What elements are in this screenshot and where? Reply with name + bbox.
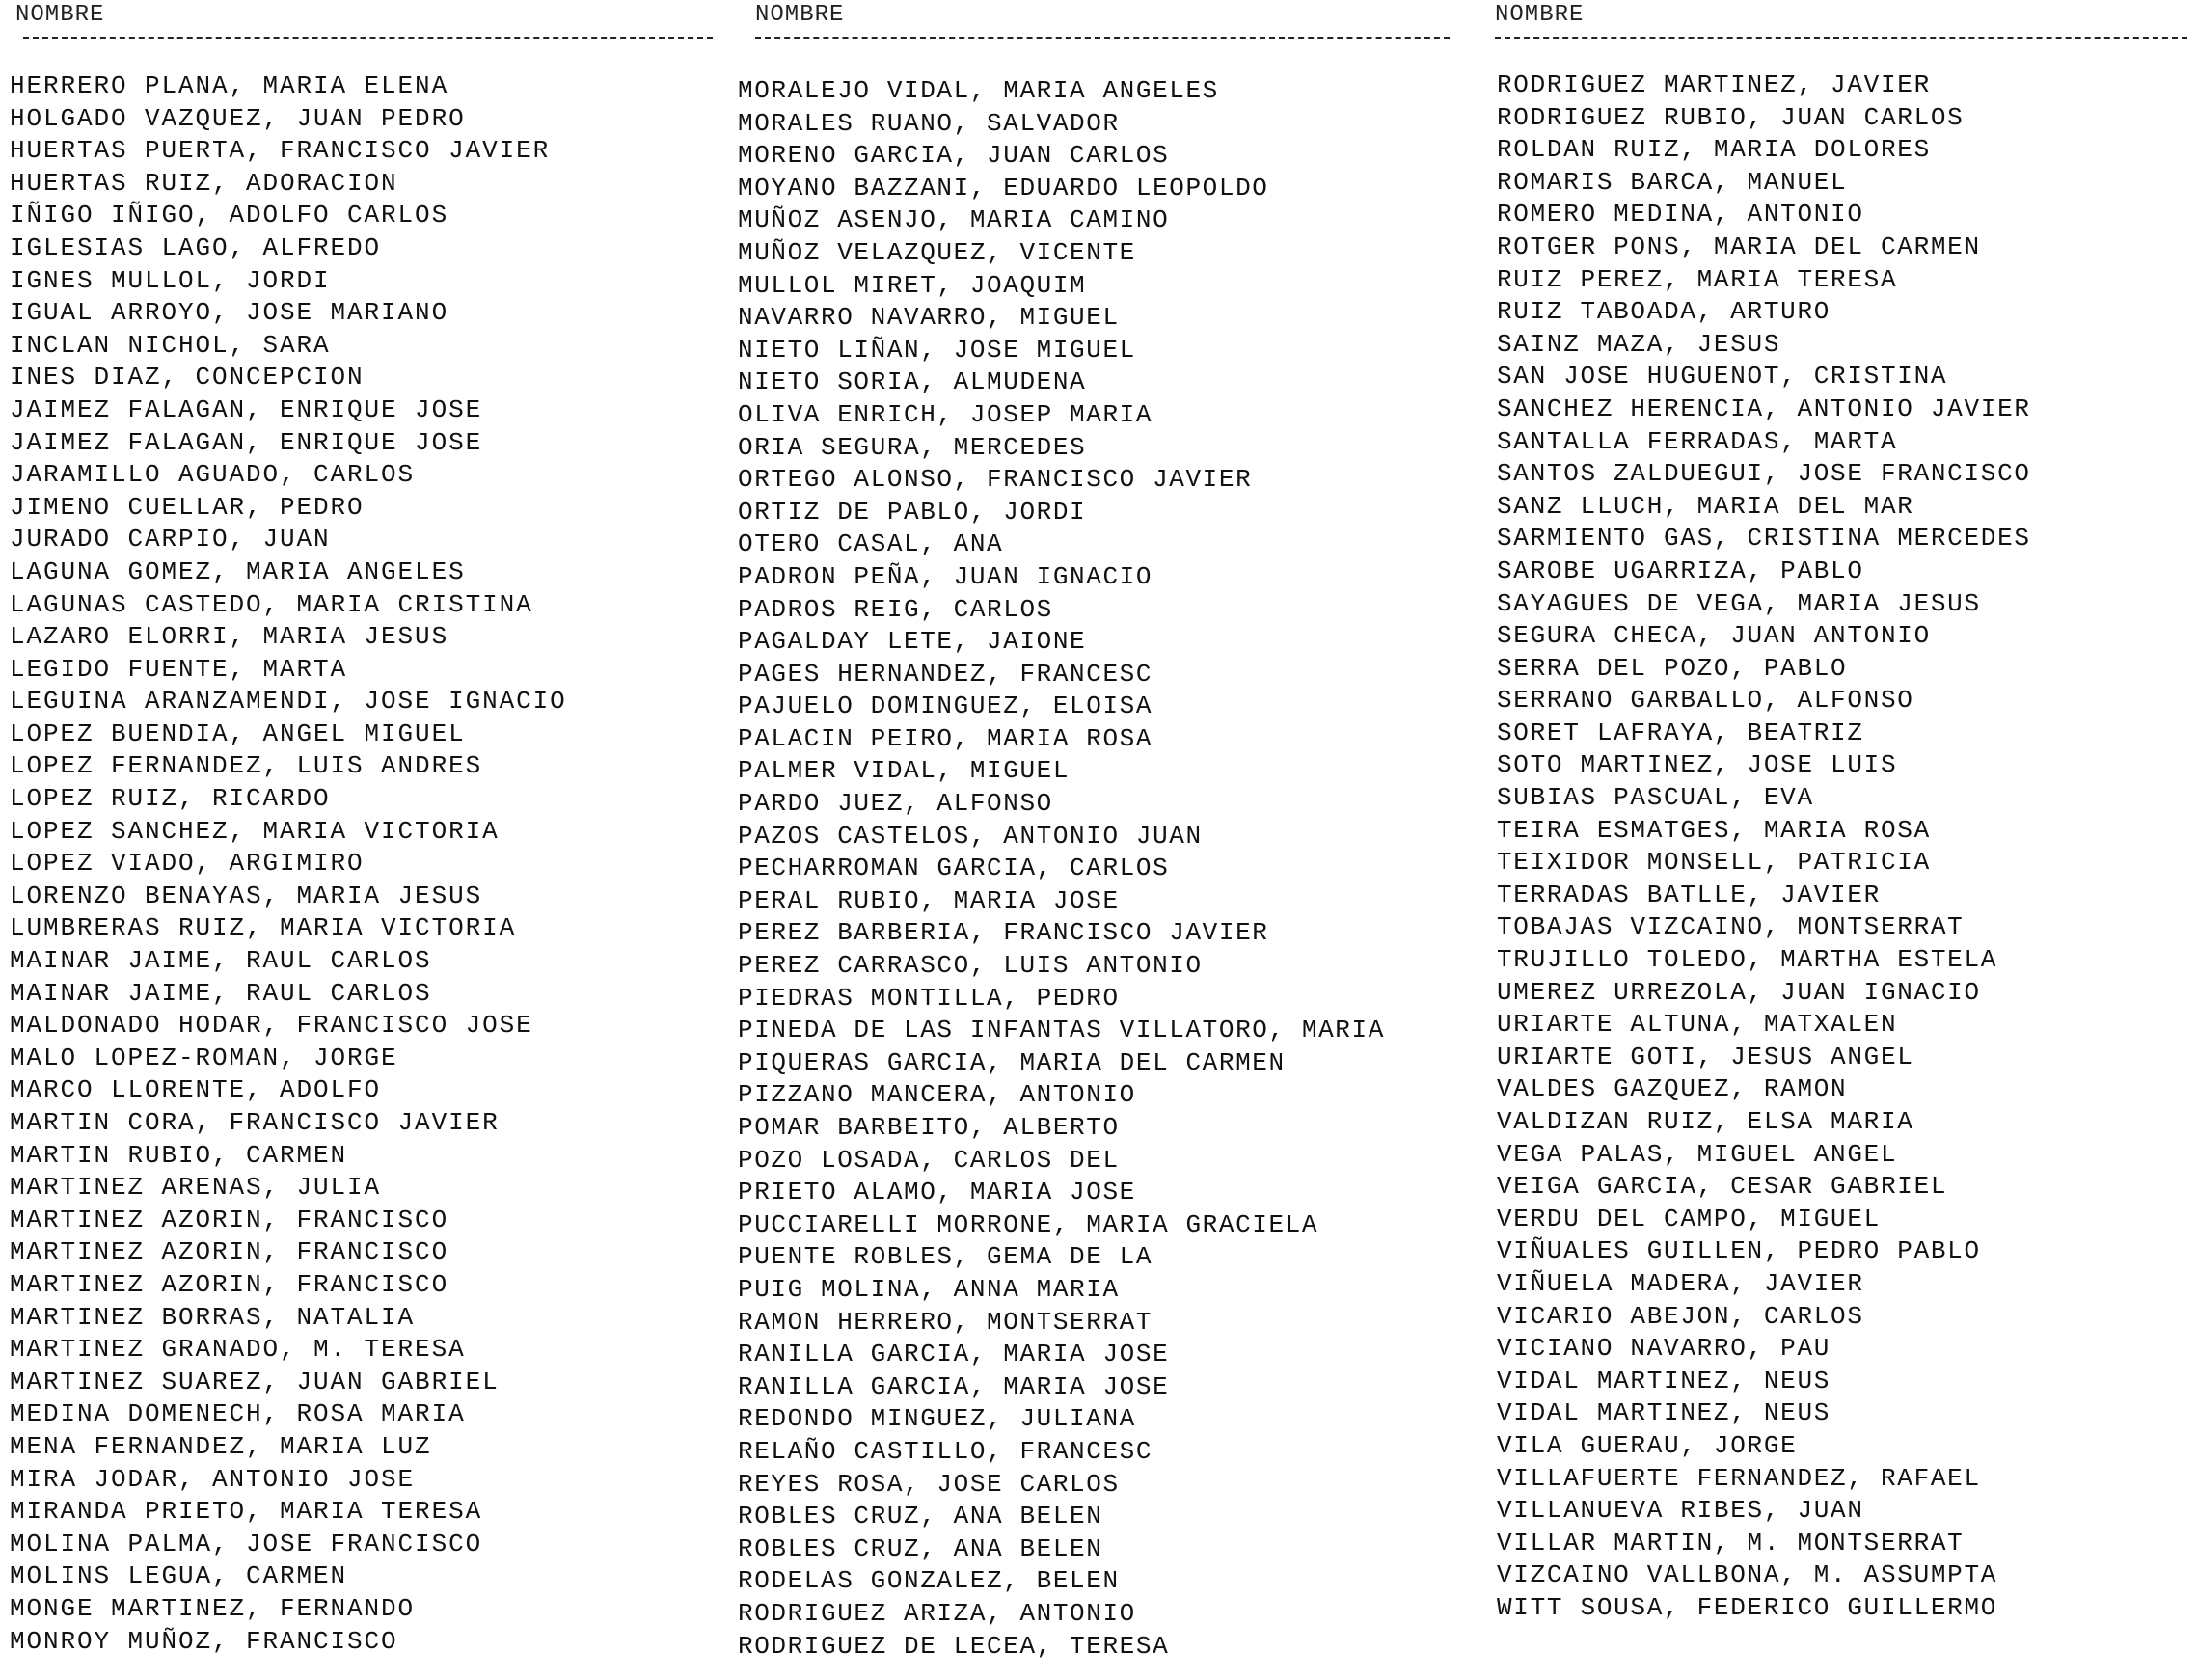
list-item: RANILLA GARCIA, MARIA JOSE	[738, 1371, 1170, 1401]
list-item: PIQUERAS GARCIA, MARIA DEL CARMEN	[738, 1047, 1286, 1077]
list-item: NIETO SORIA, ALMUDENA	[738, 367, 1087, 397]
list-item: HERRERO PLANA, MARIA ELENA	[10, 71, 449, 100]
list-item: RODELAS GONZALEZ, BELEN	[738, 1566, 1120, 1596]
list-item: SANZ LLUCH, MARIA DEL MAR	[1497, 491, 1914, 521]
column-header: NOMBRE	[755, 2, 845, 28]
list-item: NIETO LIÑAN, JOSE MIGUEL	[738, 335, 1136, 365]
dashed-rule	[23, 37, 713, 39]
list-item: SAROBE UGARRIZA, PABLO	[1497, 555, 1864, 585]
list-item: VIDAL MARTINEZ, NEUS	[1497, 1398, 1831, 1428]
list-item: RODRIGUEZ DE LECEA, TERESA	[738, 1631, 1170, 1661]
list-item: MOYANO BAZZANI, EDUARDO LEOPOLDO	[738, 173, 1269, 203]
list-item: ROMERO MEDINA, ANTONIO	[1497, 200, 1864, 230]
name-list	[10, 70, 567, 1658]
list-item: POMAR BARBEITO, ALBERTO	[738, 1113, 1120, 1142]
list-item: HUERTAS RUIZ, ADORACION	[10, 168, 398, 198]
list-item: RUIZ PEREZ, MARIA TERESA	[1497, 264, 1898, 294]
list-item: PIEDRAS MONTILLA, PEDRO	[738, 983, 1120, 1013]
list-item: PAJUELO DOMINGUEZ, ELOISA	[738, 691, 1153, 721]
list-item: JAIMEZ FALAGAN, ENRIQUE JOSE	[10, 427, 483, 457]
list-item: URIARTE ALTUNA, MATXALEN	[1497, 1010, 1898, 1040]
list-item: UMEREZ URREZOLA, JUAN IGNACIO	[1497, 977, 1981, 1007]
list-item: JURADO CARPIO, JUAN	[10, 525, 331, 555]
list-item: VILLANUEVA RIBES, JUAN	[1497, 1496, 1864, 1526]
list-item: PERAL RUBIO, MARIA JOSE	[738, 885, 1120, 915]
list-item: PALMER VIDAL, MIGUEL	[738, 756, 1071, 786]
list-item: ORTIZ DE PABLO, JORDI	[738, 497, 1087, 527]
list-item: VILA GUERAU, JORGE	[1497, 1430, 1798, 1460]
list-item: MORENO GARCIA, JUAN CARLOS	[738, 141, 1170, 171]
list-item: SAINZ MAZA, JESUS	[1497, 329, 1781, 359]
list-item: SANTOS ZALDUEGUI, JOSE FRANCISCO	[1497, 459, 2031, 489]
list-item: ROBLES CRUZ, ANA BELEN	[738, 1502, 1103, 1531]
list-item: VICARIO ABEJON, CARLOS	[1497, 1301, 1864, 1331]
list-item: PAGES HERNANDEZ, FRANCESC	[738, 659, 1153, 689]
list-item: ROLDAN RUIZ, MARIA DOLORES	[1497, 135, 1931, 165]
list-item: LOPEZ BUENDIA, ANGEL MIGUEL	[10, 718, 466, 748]
list-item: VALDES GAZQUEZ, RAMON	[1497, 1074, 1848, 1104]
list-item: TERRADAS BATLLE, JAVIER	[1497, 880, 1881, 909]
list-item: SORET LAFRAYA, BEATRIZ	[1497, 718, 1864, 747]
list-item: IGLESIAS LAGO, ALFREDO	[10, 232, 382, 262]
list-item: MARTINEZ BORRAS, NATALIA	[10, 1302, 416, 1332]
list-item: SAYAGUES DE VEGA, MARIA JESUS	[1497, 588, 1981, 618]
list-item: IÑIGO IÑIGO, ADOLFO CARLOS	[10, 201, 449, 230]
list-item: TEIRA ESMATGES, MARIA ROSA	[1497, 815, 1931, 845]
list-item: TRUJILLO TOLEDO, MARTHA ESTELA	[1497, 945, 1998, 975]
list-item: INES DIAZ, CONCEPCION	[10, 363, 365, 393]
list-item: MARTINEZ AZORIN, FRANCISCO	[10, 1269, 449, 1299]
list-item: LOPEZ SANCHEZ, MARIA VICTORIA	[10, 816, 500, 846]
list-item: PAZOS CASTELOS, ANTONIO JUAN	[738, 821, 1203, 851]
list-item: MALO LOPEZ-ROMAN, JORGE	[10, 1043, 398, 1072]
name-list	[738, 75, 1385, 1663]
list-item: SEGURA CHECA, JUAN ANTONIO	[1497, 621, 1931, 651]
list-item: VIZCAINO VALLBONA, M. ASSUMPTA	[1497, 1560, 1998, 1590]
list-item: RODRIGUEZ MARTINEZ, JAVIER	[1497, 70, 1931, 99]
list-item: PUENTE ROBLES, GEMA DE LA	[738, 1242, 1153, 1272]
list-item: RAMON HERRERO, MONTSERRAT	[738, 1307, 1153, 1337]
list-item: MAINAR JAIME, RAUL CARLOS	[10, 978, 432, 1008]
list-item: SOTO MARTINEZ, JOSE LUIS	[1497, 750, 1898, 780]
list-item: PARDO JUEZ, ALFONSO	[738, 789, 1053, 819]
list-item: POZO LOSADA, CARLOS DEL	[738, 1145, 1120, 1175]
list-item: PAGALDAY LETE, JAIONE	[738, 627, 1087, 657]
list-item: ROTGER PONS, MARIA DEL CARMEN	[1497, 231, 1981, 261]
list-item: ORIA SEGURA, MERCEDES	[738, 432, 1087, 462]
name-list	[1497, 69, 2031, 1625]
list-item: MOLINA PALMA, JOSE FRANCISCO	[10, 1529, 483, 1558]
list-item: VILLAR MARTIN, M. MONTSERRAT	[1497, 1528, 1965, 1558]
list-item: MALDONADO HODAR, FRANCISCO JOSE	[10, 1011, 533, 1041]
list-item: ROMARIS BARCA, MANUEL	[1497, 167, 1848, 197]
list-item: MARTINEZ GRANADO, M. TERESA	[10, 1335, 466, 1365]
list-item: MONROY MUÑOZ, FRANCISCO	[10, 1626, 398, 1656]
list-item: PADROS REIG, CARLOS	[738, 594, 1053, 624]
list-item: MENA FERNANDEZ, MARIA LUZ	[10, 1431, 432, 1461]
list-item: VILLAFUERTE FERNANDEZ, RAFAEL	[1497, 1463, 1981, 1493]
list-item: TOBAJAS VIZCAINO, MONTSERRAT	[1497, 912, 1965, 942]
list-item: VEIGA GARCIA, CESAR GABRIEL	[1497, 1172, 1948, 1202]
list-item: VERDU DEL CAMPO, MIGUEL	[1497, 1204, 1881, 1233]
list-item: MIRA JODAR, ANTONIO JOSE	[10, 1464, 416, 1494]
list-item: MARTINEZ SUAREZ, JUAN GABRIEL	[10, 1367, 500, 1396]
list-item: PECHARROMAN GARCIA, CARLOS	[738, 854, 1170, 883]
list-item: MUÑOZ ASENJO, MARIA CAMINO	[738, 205, 1170, 235]
list-item: REDONDO MINGUEZ, JULIANA	[738, 1404, 1136, 1434]
column-header: NOMBRE	[15, 2, 105, 28]
list-item: PINEDA DE LAS INFANTAS VILLATORO, MARIA	[738, 1016, 1385, 1045]
list-item: MORALEJO VIDAL, MARIA ANGELES	[738, 76, 1219, 105]
list-item: LORENZO BENAYAS, MARIA JESUS	[10, 881, 483, 910]
list-item: OLIVA ENRICH, JOSEP MARIA	[738, 399, 1153, 429]
list-item: OTERO CASAL, ANA	[738, 529, 1004, 559]
list-item: PIZZANO MANCERA, ANTONIO	[738, 1080, 1136, 1110]
list-item: LAGUNA GOMEZ, MARIA ANGELES	[10, 556, 466, 586]
list-item: LEGUINA ARANZAMENDI, JOSE IGNACIO	[10, 687, 567, 717]
list-item: PEREZ BARBERIA, FRANCISCO JAVIER	[738, 918, 1269, 948]
list-item: JAIMEZ FALAGAN, ENRIQUE JOSE	[10, 394, 483, 424]
list-item: RUIZ TABOADA, ARTURO	[1497, 297, 1831, 327]
list-item: IGUAL ARROYO, JOSE MARIANO	[10, 298, 449, 328]
list-item: NAVARRO NAVARRO, MIGUEL	[738, 303, 1120, 333]
column-header: NOMBRE	[1495, 2, 1585, 28]
list-item: MUÑOZ VELAZQUEZ, VICENTE	[738, 237, 1136, 267]
list-item: PUCCIARELLI MORRONE, MARIA GRACIELA	[738, 1209, 1319, 1239]
list-item: SANTALLA FERRADAS, MARTA	[1497, 426, 1898, 456]
list-item: MARTINEZ AZORIN, FRANCISCO	[10, 1205, 449, 1234]
list-item: MARTINEZ AZORIN, FRANCISCO	[10, 1237, 449, 1267]
list-item: SANCHEZ HERENCIA, ANTONIO JAVIER	[1497, 393, 2031, 423]
list-item: LUMBRERAS RUIZ, MARIA VICTORIA	[10, 913, 517, 943]
list-item: MARTIN RUBIO, CARMEN	[10, 1140, 348, 1170]
list-item: MONGE MARTINEZ, FERNANDO	[10, 1593, 416, 1623]
list-item: IGNES MULLOL, JORDI	[10, 265, 331, 295]
list-item: INCLAN NICHOL, SARA	[10, 330, 331, 360]
list-item: JARAMILLO AGUADO, CARLOS	[10, 460, 416, 490]
list-item: JIMENO CUELLAR, PEDRO	[10, 492, 365, 522]
list-item: TEIXIDOR MONSELL, PATRICIA	[1497, 848, 1931, 878]
list-item: PUIG MOLINA, ANNA MARIA	[738, 1274, 1120, 1304]
list-item: MULLOL MIRET, JOAQUIM	[738, 270, 1087, 300]
list-item: HOLGADO VAZQUEZ, JUAN PEDRO	[10, 103, 466, 133]
list-item: PEREZ CARRASCO, LUIS ANTONIO	[738, 951, 1203, 981]
list-item: REYES ROSA, JOSE CARLOS	[738, 1469, 1120, 1499]
list-item: MARTIN CORA, FRANCISCO JAVIER	[10, 1108, 500, 1137]
list-item: MEDINA DOMENECH, ROSA MARIA	[10, 1399, 466, 1429]
list-item: SARMIENTO GAS, CRISTINA MERCEDES	[1497, 524, 2031, 554]
list-item: URIARTE GOTI, JESUS ANGEL	[1497, 1042, 1914, 1071]
list-item: LOPEZ RUIZ, RICARDO	[10, 784, 331, 814]
list-item: MOLINS LEGUA, CARMEN	[10, 1561, 348, 1591]
list-item: ORTEGO ALONSO, FRANCISCO JAVIER	[738, 465, 1253, 495]
list-item: VIDAL MARTINEZ, NEUS	[1497, 1366, 1831, 1395]
list-item: PALACIN PEIRO, MARIA ROSA	[738, 723, 1153, 753]
list-item: MAINAR JAIME, RAUL CARLOS	[10, 946, 432, 976]
list-item: VEGA PALAS, MIGUEL ANGEL	[1497, 1139, 1898, 1169]
list-item: VIÑUELA MADERA, JAVIER	[1497, 1268, 1864, 1298]
list-item: MARCO LLORENTE, ADOLFO	[10, 1075, 382, 1105]
list-item: VIÑUALES GUILLEN, PEDRO PABLO	[1497, 1236, 1981, 1266]
list-item: WITT SOUSA, FEDERICO GUILLERMO	[1497, 1592, 1998, 1622]
list-item: HUERTAS PUERTA, FRANCISCO JAVIER	[10, 136, 551, 166]
list-item: SUBIAS PASCUAL, EVA	[1497, 783, 1814, 813]
list-item: MIRANDA PRIETO, MARIA TERESA	[10, 1497, 483, 1527]
dashed-rule	[755, 37, 1450, 39]
list-item: RODRIGUEZ RUBIO, JUAN CARLOS	[1497, 102, 1965, 132]
list-item: RODRIGUEZ ARIZA, ANTONIO	[738, 1598, 1136, 1628]
list-item: LEGIDO FUENTE, MARTA	[10, 654, 348, 684]
list-item: VICIANO NAVARRO, PAU	[1497, 1334, 1831, 1364]
list-item: LOPEZ FERNANDEZ, LUIS ANDRES	[10, 751, 483, 781]
list-item: SERRANO GARBALLO, ALFONSO	[1497, 686, 1914, 716]
list-item: LAGUNAS CASTEDO, MARIA CRISTINA	[10, 589, 533, 619]
list-item: MARTINEZ ARENAS, JULIA	[10, 1173, 382, 1203]
list-item: RELAÑO CASTILLO, FRANCESC	[738, 1436, 1153, 1466]
list-item: MORALES RUANO, SALVADOR	[738, 108, 1120, 138]
list-item: SERRA DEL POZO, PABLO	[1497, 653, 1848, 683]
list-item: RANILLA GARCIA, MARIA JOSE	[738, 1340, 1170, 1369]
list-item: PRIETO ALAMO, MARIA JOSE	[738, 1178, 1136, 1207]
list-item: PADRON PEÑA, JUAN IGNACIO	[738, 561, 1153, 591]
dashed-rule	[1495, 37, 2187, 39]
list-item: LOPEZ VIADO, ARGIMIRO	[10, 849, 365, 879]
list-item: LAZARO ELORRI, MARIA JESUS	[10, 622, 449, 652]
list-item: VALDIZAN RUIZ, ELSA MARIA	[1497, 1107, 1914, 1136]
list-item: ROBLES CRUZ, ANA BELEN	[738, 1533, 1103, 1563]
list-item: SAN JOSE HUGUENOT, CRISTINA	[1497, 362, 1948, 392]
